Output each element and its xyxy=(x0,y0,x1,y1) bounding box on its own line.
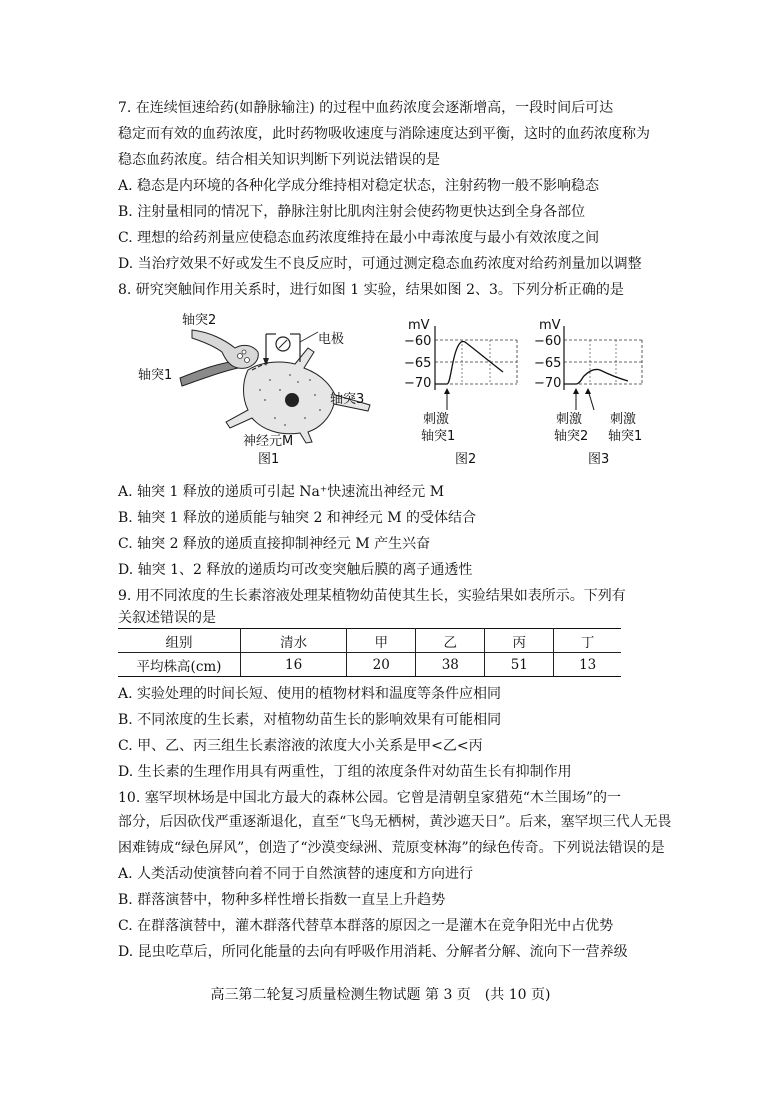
q7-option-c: C. 理想的给药剂量应使稳态血药浓度维持在最小中毒浓度与最小有效浓度之间 xyxy=(118,230,600,246)
q10-option-d: D. 昆虫吃草后，所同化能量的去向有呼吸作用消耗、分解者分解、流向下一营养级 xyxy=(118,944,628,960)
q8-option-b: B. 轴突 1 释放的递质能与轴突 2 和神经元 M 的受体结合 xyxy=(118,510,477,526)
table-cell: 甲 xyxy=(347,629,416,653)
fig3-target-b: 轴突1 xyxy=(608,429,643,444)
q9-stem-line1: 9. 用不同浓度的生长素溶液处理某植物幼苗使其生长，实验结果如表所示。下列有 xyxy=(118,588,626,604)
fig3-caption: 图3 xyxy=(588,452,610,467)
table-cell: 清水 xyxy=(241,629,347,653)
q9-option-d: D. 生长素的生理作用具有两重性，丁组的浓度条件对幼苗生长有抑制作用 xyxy=(118,764,572,780)
q9-option-a: A. 实验处理的时间长短、使用的植物材料和温度等条件应相同 xyxy=(118,686,502,702)
table-cell: 38 xyxy=(416,653,485,677)
fig2-curve xyxy=(435,342,503,385)
fig3-tick-65: −65 xyxy=(534,356,562,371)
fig1-label-axon1: 轴突1 xyxy=(138,368,173,383)
table-header-row xyxy=(118,629,621,653)
fig1-label-axon2: 轴突2 xyxy=(182,313,217,328)
q9-stem-line2: 关叙述错误的是 xyxy=(118,610,216,626)
q7-option-b: B. 注射量相同的情况下，静脉注射比肌肉注射会使药物更快达到全身各部位 xyxy=(118,204,586,220)
growth-data-table xyxy=(118,628,621,677)
q8-option-a: A. 轴突 1 释放的递质可引起 Na⁺快速流出神经元 M xyxy=(118,484,445,500)
table-cell: 乙 xyxy=(416,629,485,653)
fig2-stim-label: 刺激 xyxy=(423,412,450,427)
table-cell: 51 xyxy=(485,653,554,677)
q8-stem-line1: 8. 研究突触间作用关系时，进行如图 1 实验，结果如图 2、3。下列分析正确的是 xyxy=(118,282,624,298)
fig3-tick-70: −70 xyxy=(534,376,562,391)
q9-option-b: B. 不同浓度的生长素，对植物幼苗生长的影响效果有可能相同 xyxy=(118,712,502,728)
fig1-label-neuron: 神经元M xyxy=(243,434,294,449)
q7-stem-line3: 稳态血药浓度。结合相关知识判断下列说法错误的是 xyxy=(118,152,440,168)
table-cell: 13 xyxy=(554,653,621,677)
q7-stem-line1: 7. 在连续恒速给药(如静脉输注) 的过程中血药浓度会逐渐增高，一段时间后可达 xyxy=(118,100,614,116)
fig1-label-electrode: 电极 xyxy=(318,332,345,347)
fig2-caption: 图2 xyxy=(455,452,477,467)
fig3-unit: mV xyxy=(539,318,561,333)
q10-option-c: C. 在群落演替中，灌木群落代替草本群落的原因之一是灌木在竞争阳光中占优势 xyxy=(118,918,614,934)
fig2-tick-65: −65 xyxy=(404,356,432,371)
table-cell: 16 xyxy=(241,653,347,677)
page-footer: 高三第二轮复习质量检测生物试题 第 3 页 (共 10 页) xyxy=(210,987,551,1003)
q10-stem-line2: 部分，后因砍伐严重逐渐退化，直至“飞鸟无栖树，黄沙遮天日”。后来，塞罕坝三代人无畏 xyxy=(118,814,672,830)
table-cell: 平均株高(cm) xyxy=(118,653,241,677)
table-cell: 组别 xyxy=(118,629,241,653)
q7-option-a: A. 稳态是内环境的各种化学成分维持相对稳定状态，注射药物一般不影响稳态 xyxy=(118,178,600,194)
fig2-unit: mV xyxy=(408,318,430,333)
fig2-tick-70: −70 xyxy=(404,376,432,391)
q10-option-a: A. 人类活动使演替向着不同于自然演替的速度和方向进行 xyxy=(118,866,474,882)
table-cell: 20 xyxy=(347,653,416,677)
fig2-tick-60: −60 xyxy=(404,334,432,349)
q8-option-d: D. 轴突 1、2 释放的递质均可改变突触后膜的离子通透性 xyxy=(118,562,473,578)
fig3-stim-a: 刺激 xyxy=(556,412,583,427)
fig1-label-axon3: 轴突3 xyxy=(330,392,365,407)
q10-option-b: B. 群落演替中，物种多样性增长指数一直呈上升趋势 xyxy=(118,892,446,908)
q10-stem-line1: 10. 塞罕坝林场是中国北方最大的森林公园。它曾是清朝皇家猎苑“木兰围场”的一 xyxy=(118,790,622,806)
q10-stem-line3: 困难铸成“绿色屏风”，创造了“沙漠变绿洲、荒原变林海”的绿色传奇。下列说法错误的是 xyxy=(118,840,665,856)
fig3-curve xyxy=(564,369,628,384)
table-row xyxy=(118,653,621,677)
neuron-nucleus xyxy=(285,393,299,407)
table-cell: 丁 xyxy=(554,629,621,653)
table-cell: 丙 xyxy=(485,629,554,653)
fig3-target-a: 轴突2 xyxy=(554,429,589,444)
q8-option-c: C. 轴突 2 释放的递质直接抑制神经元 M 产生兴奋 xyxy=(118,536,431,552)
fig2-target-label: 轴突1 xyxy=(421,429,456,444)
fig1-caption: 图1 xyxy=(258,452,280,467)
q7-option-d: D. 当治疗效果不好或发生不良反应时，可通过测定稳态血药浓度对给药剂量加以调整 xyxy=(118,256,642,272)
fig3-stim-b: 刺激 xyxy=(610,412,637,427)
fig3-tick-60: −60 xyxy=(534,334,562,349)
q9-option-c: C. 甲、乙、丙三组生长素溶液的浓度大小关系是甲<乙<丙 xyxy=(118,738,483,754)
q7-stem-line2: 稳定而有效的血药浓度，此时药物吸收速度与消除速度达到平衡，这时的血药浓度称为 xyxy=(118,126,650,142)
